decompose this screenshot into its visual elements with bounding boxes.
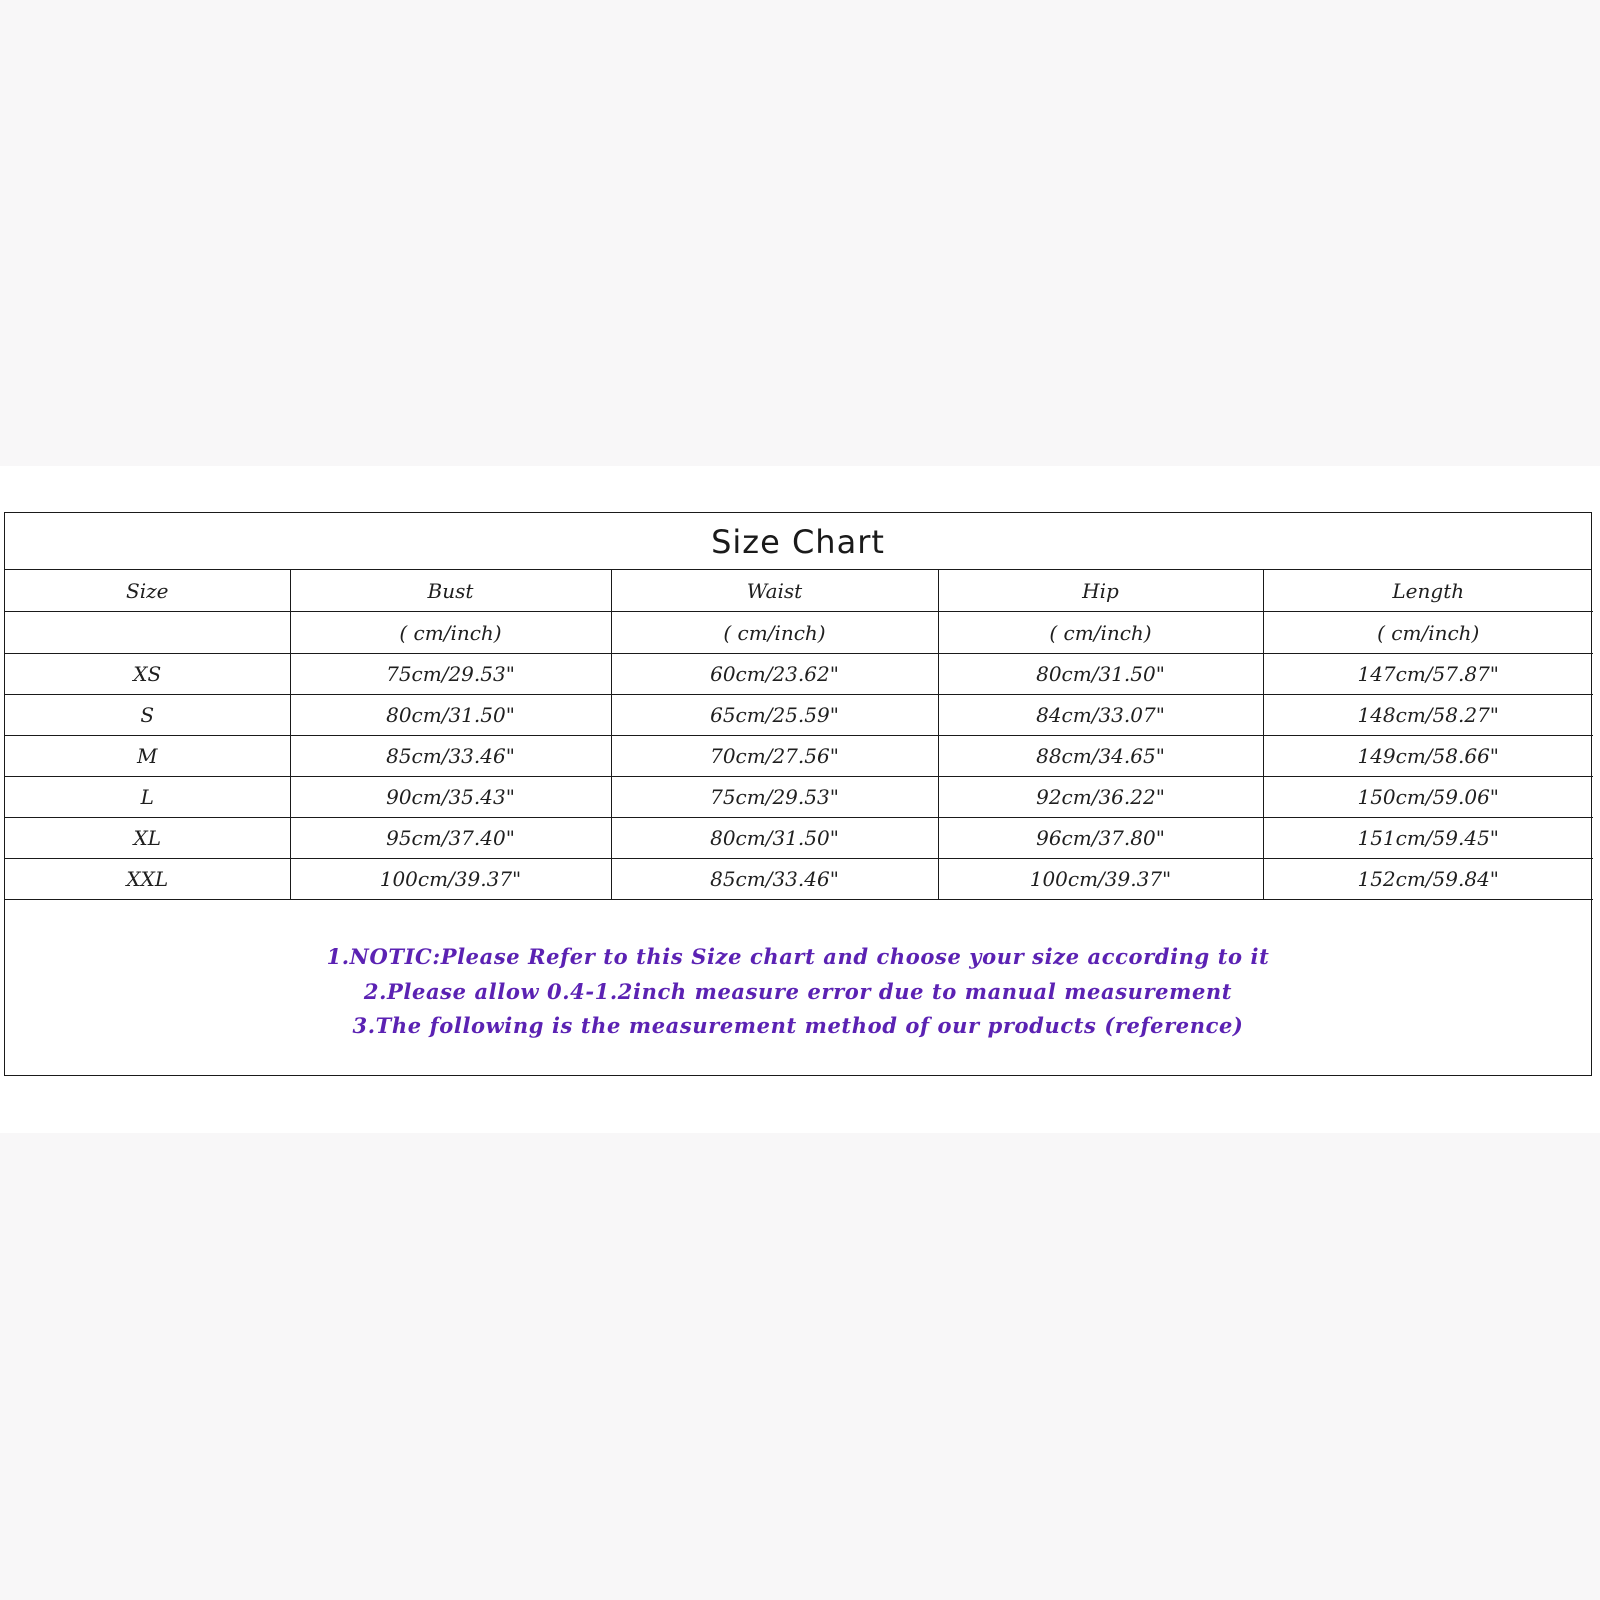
table-row (5, 777, 1593, 818)
header-waist: Waist (611, 570, 938, 612)
table-row (5, 654, 1593, 695)
header-hip: Hip (938, 570, 1263, 612)
size-table (5, 570, 1593, 900)
header-bust: Bust (290, 570, 611, 612)
bust-cell: 100cm/39.37" (290, 859, 611, 900)
hip-cell: 92cm/36.22" (938, 777, 1263, 818)
unit-waist: ( cm/inch) (611, 612, 938, 654)
waist-cell: 70cm/27.56" (611, 736, 938, 777)
note-line: 3.The following is the measurement method of our products (reference) (352, 1013, 1244, 1038)
note-line: 2.Please allow 0.4-1.2inch measure error due to manual measurement (363, 978, 1233, 1004)
waist-cell: 75cm/29.53" (611, 777, 938, 818)
hip-cell: 100cm/39.37" (938, 859, 1263, 900)
length-cell: 147cm/57.87" (1263, 654, 1593, 695)
bust-cell: 75cm/29.53" (290, 654, 611, 695)
bust-cell: 90cm/35.43" (290, 777, 611, 818)
length-cell: 151cm/59.45" (1263, 818, 1593, 859)
waist-cell: 60cm/23.62" (611, 654, 938, 695)
header-size: Size (5, 570, 290, 612)
waist-cell: 65cm/25.59" (611, 695, 938, 736)
hip-cell: 80cm/31.50" (938, 654, 1263, 695)
table-row (5, 859, 1593, 900)
hip-cell: 84cm/33.07" (938, 695, 1263, 736)
bust-cell: 85cm/33.46" (290, 736, 611, 777)
header-row (5, 570, 1593, 612)
length-cell: 152cm/59.84" (1263, 859, 1593, 900)
waist-cell: 80cm/31.50" (611, 818, 938, 859)
size-cell: XS (5, 654, 290, 695)
unit-size (5, 612, 290, 654)
table-row (5, 818, 1593, 859)
chart-title: Size Chart (5, 513, 1591, 570)
hip-cell: 88cm/34.65" (938, 736, 1263, 777)
notes-section (5, 900, 1591, 1044)
size-cell: M (5, 736, 290, 777)
table-row (5, 695, 1593, 736)
waist-cell: 85cm/33.46" (611, 859, 938, 900)
length-cell: 149cm/58.66" (1263, 736, 1593, 777)
length-cell: 150cm/59.06" (1263, 777, 1593, 818)
size-cell: L (5, 777, 290, 818)
units-row (5, 612, 1593, 654)
unit-length: ( cm/inch) (1263, 612, 1593, 654)
unit-hip: ( cm/inch) (938, 612, 1263, 654)
bust-cell: 80cm/31.50" (290, 695, 611, 736)
size-chart (4, 512, 1592, 1076)
size-cell: XL (5, 818, 290, 859)
table-row (5, 736, 1593, 777)
note-line: 1.NOTIC:Please Refer to this Size chart and choose your size according to it (326, 944, 1270, 969)
unit-bust: ( cm/inch) (290, 612, 611, 654)
hip-cell: 96cm/37.80" (938, 818, 1263, 859)
size-cell: S (5, 695, 290, 736)
header-length: Length (1263, 570, 1593, 612)
size-cell: XXL (5, 859, 290, 900)
length-cell: 148cm/58.27" (1263, 695, 1593, 736)
bust-cell: 95cm/37.40" (290, 818, 611, 859)
